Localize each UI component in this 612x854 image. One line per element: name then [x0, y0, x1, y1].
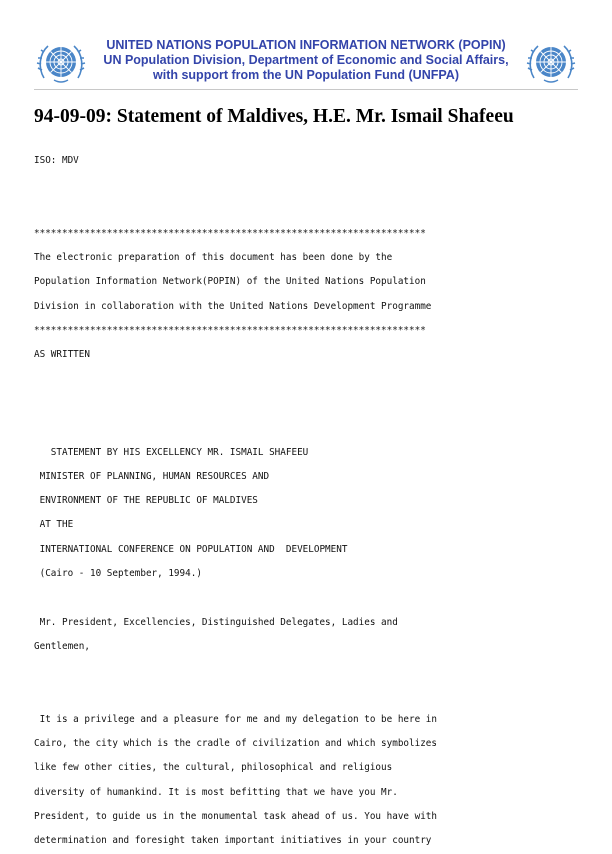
body-line	[34, 368, 594, 392]
body-line	[34, 586, 594, 610]
body-line	[34, 173, 594, 197]
body-line: ENVIRONMENT OF THE REPUBLIC OF MALDIVES	[34, 495, 258, 507]
body-line: The electronic preparation of this document has been done by the	[34, 252, 393, 264]
un-emblem-icon	[36, 38, 86, 88]
body-line: It is a privilege and a pleasure for me and my delegation to be here in	[34, 713, 437, 725]
header-line-3: with support from the UN Population Fund (UNFPA)	[153, 68, 459, 82]
body-line: ISO: MDV	[34, 155, 79, 166]
body-line	[34, 392, 594, 416]
body-line	[34, 659, 594, 683]
document-body	[34, 149, 594, 854]
body-line: AT THE	[34, 519, 74, 531]
header-line-2: UN Population Division, Department of Economic and Social Affairs,	[103, 53, 509, 67]
separator-line: **********************************************************************	[34, 227, 426, 239]
body-line: MINISTER OF PLANNING, HUMAN RESOURCES AND	[34, 470, 270, 482]
body-line: Cairo, the city which is the cradle of civilization and which symbolizes	[34, 738, 437, 750]
un-emblem-icon	[526, 38, 576, 88]
body-line: President, to guide us in the monumental task ahead of us. You have with	[34, 811, 437, 823]
body-line: AS WRITTEN	[34, 349, 90, 361]
body-line: Population Information Network(POPIN) of the United Nations Population	[34, 276, 426, 288]
body-line: diversity of humankind. It is most befitting that we have you Mr.	[34, 786, 398, 798]
popin-header	[34, 34, 578, 90]
body-line: (Cairo - 10 September, 1994.)	[34, 568, 202, 580]
body-line	[34, 198, 594, 222]
body-line: like few other cities, the cultural, philosophical and religious	[34, 762, 393, 774]
body-line: INTERNATIONAL CONFERENCE ON POPULATION AND DEVELOPMENT	[34, 543, 348, 555]
header-line-1: UNITED NATIONS POPULATION INFORMATION NETWORK (POPIN)	[106, 38, 506, 52]
body-line: STATEMENT BY HIS EXCELLENCY MR. ISMAIL SHAFEEU	[34, 446, 309, 458]
body-line: Mr. President, Excellencies, Distinguished Delegates, Ladies and	[34, 616, 398, 628]
header-divider	[34, 89, 578, 90]
document-title: 94-09-09: Statement of Maldives, H.E. Mr. Ismail Shafeeu	[34, 106, 514, 127]
body-line: determination and foresight taken important initiatives in your country	[34, 835, 432, 847]
body-line: Gentlemen,	[34, 640, 90, 652]
body-line	[34, 416, 594, 440]
body-line	[34, 684, 594, 708]
header-title	[90, 38, 522, 83]
body-line: Division in collaboration with the United Nations Development Programme	[34, 300, 432, 312]
separator-line: **********************************************************************	[34, 325, 426, 337]
